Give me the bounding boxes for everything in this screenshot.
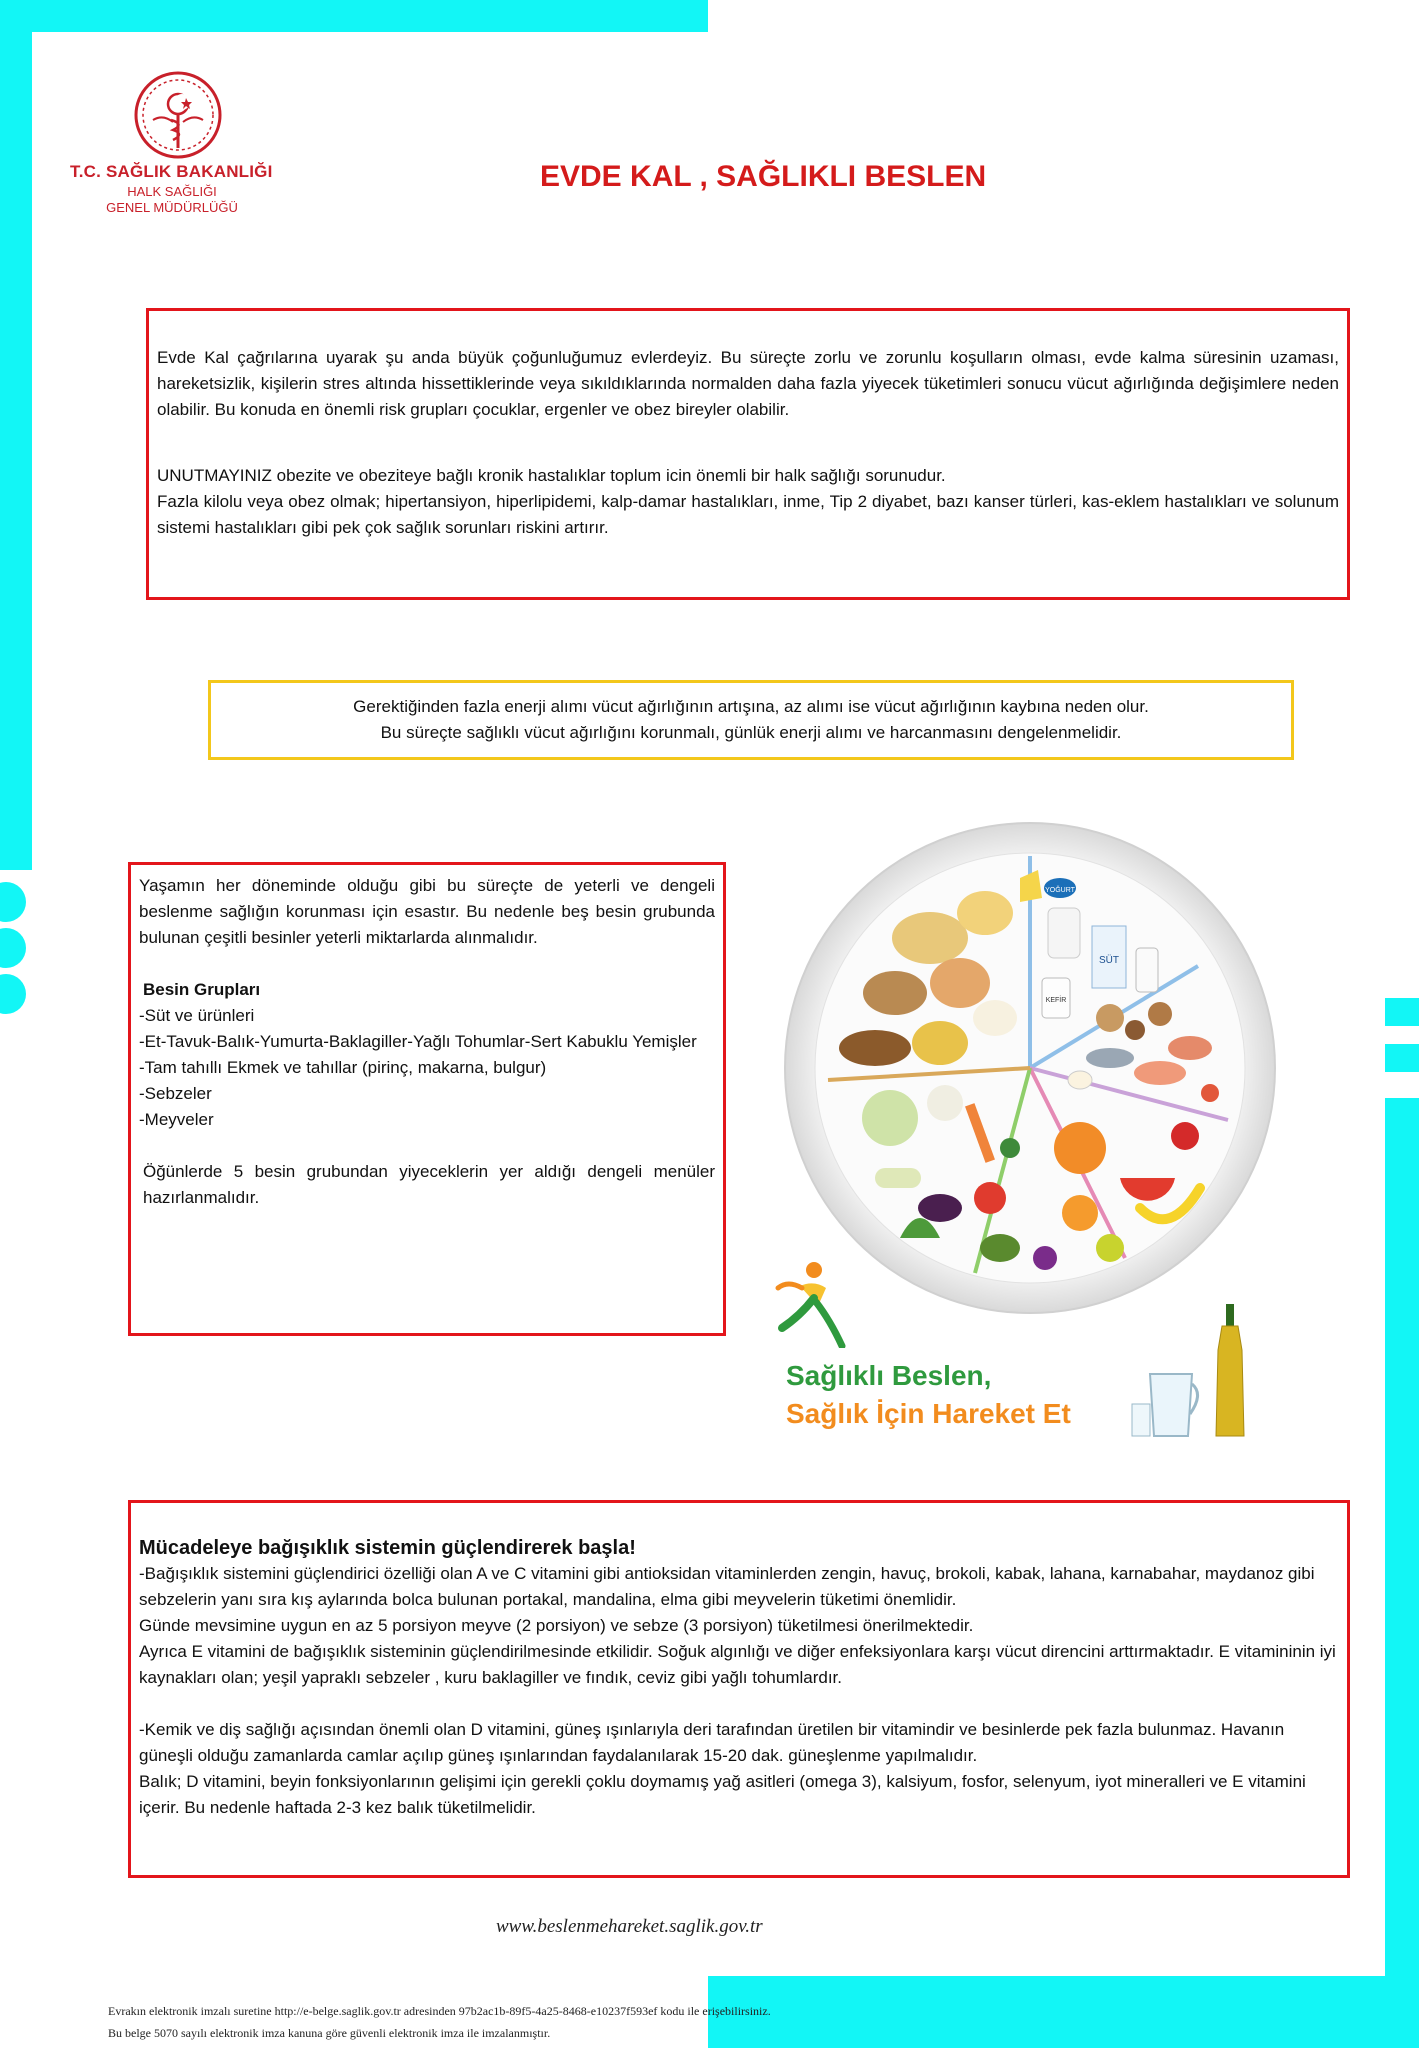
groups-heading: Besin Grupları — [143, 980, 261, 999]
cyan-right-block — [1385, 998, 1419, 1026]
milk-label: SÜT — [1099, 955, 1119, 966]
slogan-block — [770, 1258, 1290, 1438]
intro-box — [146, 308, 1350, 600]
department-line-2: GENEL MÜDÜRLÜĞÜ — [106, 200, 238, 215]
ministry-name: T.C. SAĞLIK BAKANLIĞI — [70, 162, 273, 181]
cyan-dot — [0, 928, 26, 968]
water-jug-and-oil-icon — [1130, 1304, 1260, 1444]
cyan-top-bar — [0, 0, 708, 32]
obesity-risks: Fazla kilolu veya obez olmak; hipertansiyon, hiperlipidemi, kalp-damar hastalıkları, inme, Tip 2 diyabet, bazı kanser türleri, kas-eklem hastalıkları ve solunum sistemi hastalıkları gibi pek çok sağlık sorunları riskini artırır. — [157, 492, 1339, 537]
immunity-paragraph-1: -Bağışıklık sistemini güçlendirici özelliği olan A ve C vitamini gibi antioksidan vitaminlerden zengin, havuç, brokoli, kabak, lahana, karnabahar, maydanoz gibi sebzelerin yanı sıra kış aylarında bolca bulunan portakal, mandalina, elma gibi meyvelerin tüketimi önemlidir. — [139, 1564, 1315, 1609]
slogan-line-2: Sağlık İçin Hareket Et — [786, 1398, 1071, 1429]
energy-box — [208, 680, 1294, 760]
cyan-left-bar — [0, 0, 32, 870]
department-line-1: HALK SAĞLIĞI — [127, 184, 217, 199]
cyan-dot — [0, 974, 26, 1014]
kefir-label: KEFİR — [1045, 997, 1067, 1004]
immunity-heading: Mücadeleye bağışıklık sistemin güçlendirerek başla! — [139, 1537, 636, 1559]
page-title: EVDE KAL , SAĞLIKLI BESLEN — [540, 160, 987, 193]
immunity-box — [128, 1500, 1350, 1878]
food-groups-box — [128, 862, 726, 1336]
immunity-paragraph-3: Ayrıca E vitamini de bağışıklık sisteminin güçlendirilmesinde etkilidir. Soğuk algınlığı ve diğer enfeksiyonlara karşı vücut direncini arttırmaktadır. E vitamininin iyi kaynakları olan; yeşil yapraklı sebzeler , kuru baklagiller ve fındık, ceviz gibi yağlı tohumlardır. — [139, 1642, 1336, 1687]
energy-line-1: Gerektiğinden fazla enerji alımı vücut ağırlığının artışına, az alımı ise vücut ağırlığının kaybına neden olur. — [353, 697, 1149, 716]
cyan-right-bar — [1385, 1098, 1419, 2048]
group-item: -Süt ve ürünleri — [139, 1006, 255, 1025]
ministry-emblem-icon — [133, 70, 223, 160]
intro-paragraph: Evde Kal çağrılarına uyarak şu anda büyük çoğunluğumuz evlerdeyiz. Bu süreçte zorlu ve zorunlu koşulların olması, evde kalma süresinin uzaması, hareketsizlik, kişilerin stres altında hissettiklerinde veya sıkıldıklarında normalden daha fazla yiyecek tüketimleri sonucu vücut ağırlığında değişimlere neden olabilir. Bu konuda en önemli risk grupları çocuklar, ergenler ve obez bireyler olabilir. — [157, 348, 1339, 419]
cyan-dot — [0, 882, 26, 922]
food-plate-illustration — [780, 818, 1280, 1318]
runner-figure-icon — [770, 1258, 850, 1348]
energy-line-2: Bu süreçte sağlıklı vücut ağırlığını korunmalı, günlük enerji alımı ve harcanmasını dengelenmelidir. — [380, 723, 1122, 742]
group-item: -Sebzeler — [139, 1084, 212, 1103]
group-item: -Meyveler — [139, 1110, 214, 1129]
immunity-paragraph-2: Günde mevsimine uygun en az 5 porsiyon meyve (2 porsiyon) ve sebze (3 porsiyon) tüketilmesi önerilmektedir. — [139, 1616, 974, 1635]
esign-notice-2: Bu belge 5070 sayılı elektronik imza kanuna göre güvenli elektronik imza ile imzalanmıştır. — [108, 2026, 551, 2040]
groups-intro: Yaşamın her döneminde olduğu gibi bu süreçte de yeterli ve dengeli beslenme sağlığın korunması için esastır. Bu nedenle beş besin grubunda bulunan çeşitli besinler yeterli miktarlarda alınmalıdır. — [139, 876, 715, 947]
website-link[interactable]: www.beslenmehareket.saglik.gov.tr — [496, 1916, 763, 1937]
vitamin-d-paragraph: -Kemik ve diş sağlığı açısından önemli olan D vitamini, güneş ışınlarıyla deri tarafından üretilen bir vitamindir ve besinlerde pek fazla bulunmaz. Havanın güneşli olduğu zamanlarda camlar açılıp güneş ışınlarından faydalanılarak 15-20 dak. güneşlenme yapılmalıdır. — [139, 1720, 1285, 1765]
group-item: -Tam tahıllı Ekmek ve tahıllar (pirinç, makarna, bulgur) — [139, 1058, 547, 1077]
esign-notice-1: Evrakın elektronik imzalı suretine http://e-belge.saglik.gov.tr adresinden 97b2ac1b-89f5-4a25-8468-e10237f593ef kodu ile erişebilirsiniz. — [108, 2004, 771, 2018]
ministry-logo — [70, 70, 290, 220]
slogan-line-1: Sağlıklı Beslen, — [786, 1360, 992, 1391]
fish-paragraph: Balık; D vitamini, beyin fonksiyonlarının gelişimi için gerekli çoklu doymamış yağ asitleri (omega 3), kalsiyum, fosfor, selenyum, iyot mineralleri ve E vitamini içerir. Bu nedenle haftada 2-3 kez balık tüketilmelidir. — [139, 1772, 1306, 1817]
group-item: -Et-Tavuk-Balık-Yumurta-Baklagiller-Yağlı Tohumlar-Sert Kabuklu Yemişler — [139, 1032, 697, 1051]
yogurt-label: YOĞURT — [1045, 887, 1075, 894]
groups-closing: Öğünlerde 5 besin grubundan yiyeceklerin yer aldığı dengeli menüler hazırlanmalıdır. — [143, 1162, 715, 1207]
cyan-right-block — [1385, 1044, 1419, 1072]
obesity-warning: UNUTMAYINIZ obezite ve obeziteye bağlı kronik hastalıklar toplum icin önemli bir halk sağlığı sorunudur. — [157, 466, 946, 485]
